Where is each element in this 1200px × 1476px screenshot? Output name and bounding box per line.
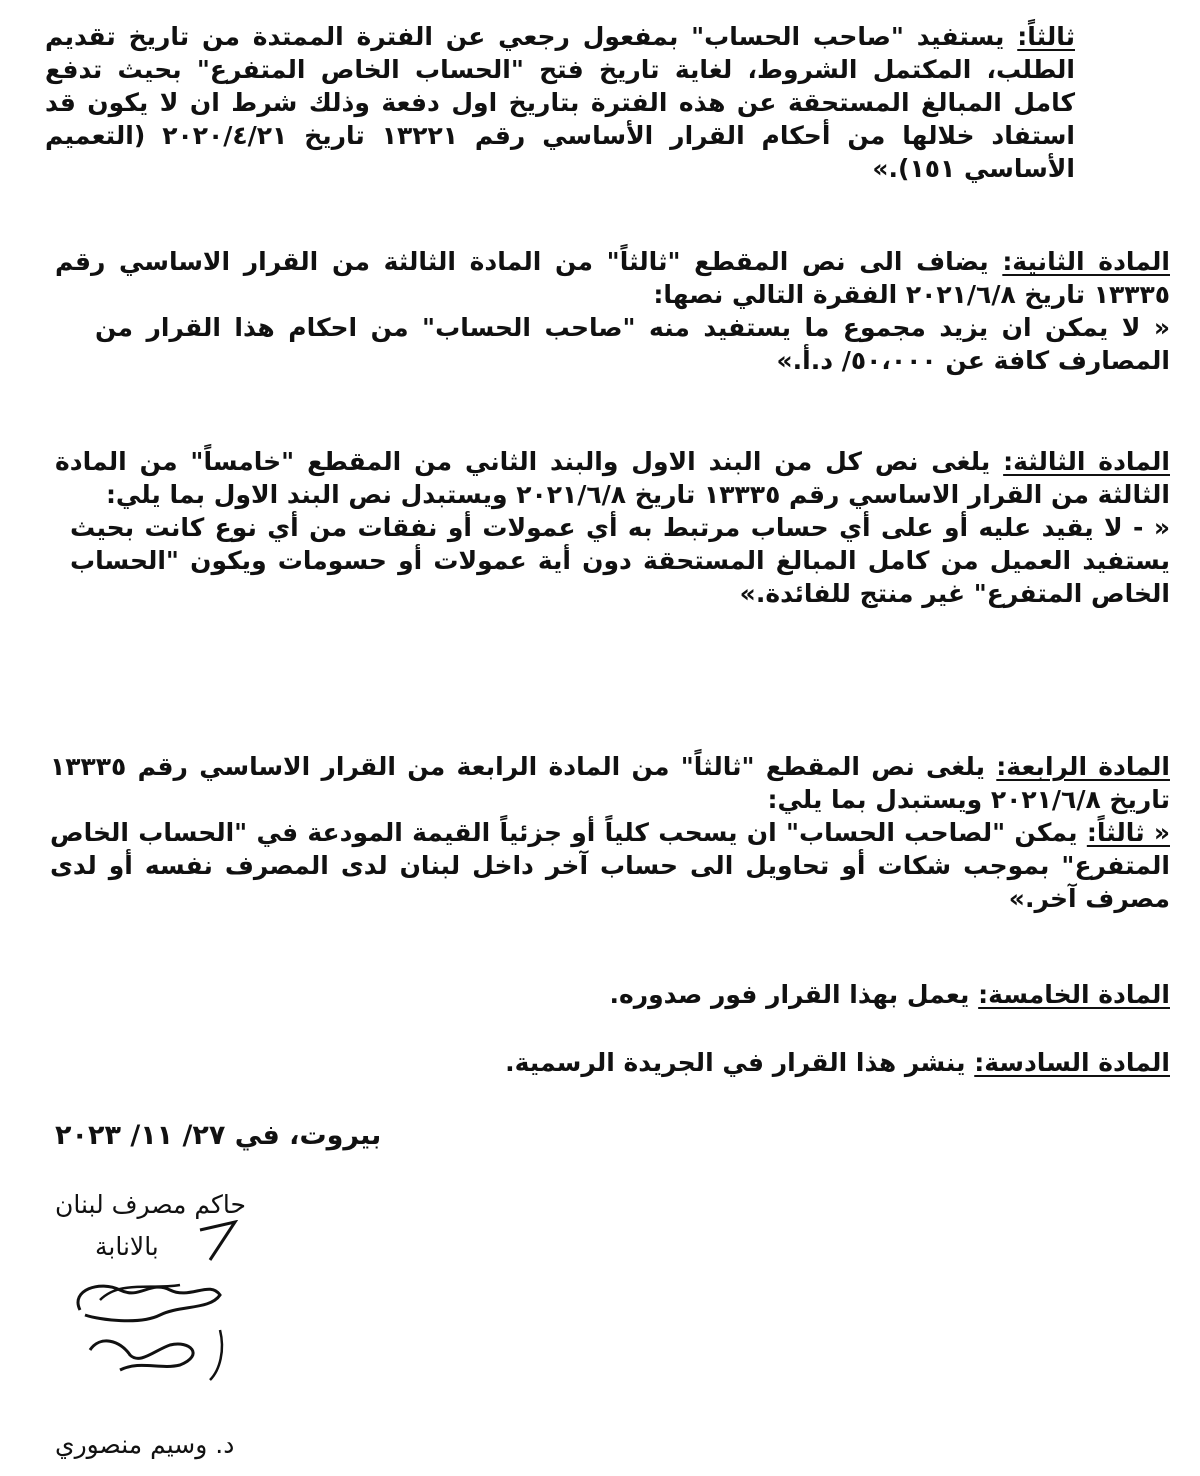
article-4-title: المادة الرابعة: [996, 752, 1170, 781]
article-6-title: المادة السادسة: [974, 1048, 1170, 1077]
article-4-quote: يمكن "لصاحب الحساب" ان يسحب كلياً أو جزئياً القيمة المودعة في "الحساب الخاص المتفرع" بموجب شكات أو تحاويل الى حساب آخر داخل لبنان لدى المصرف نفسه أو لدى مصرف آخر.» [50, 818, 1170, 913]
article-5-title: المادة الخامسة: [978, 980, 1170, 1009]
acting-label: بالانابة [95, 1232, 159, 1261]
handwritten-signature [60, 1220, 240, 1390]
article-4 [50, 750, 1170, 915]
article-2 [55, 245, 1170, 377]
article-4-quote-block [50, 816, 1170, 915]
article-3 [55, 445, 1170, 610]
place-date: بيروت، في ٢٧/ ١١/ ٢٠٢٣ [55, 1120, 382, 1151]
governor-position: حاكم مصرف لبنان [55, 1190, 246, 1219]
paragraph-thalithan-text: يستفيد "صاحب الحساب" بمفعول رجعي عن الفترة الممتدة من تاريخ تقديم الطلب، المكتمل الشروط، لغاية تاريخ فتح "الحساب الخاص المتفرع" بحيث تدفع كامل المبالغ المستحقة عن هذه الفترة بتاريخ اول دفعة وذلك شرط ان لا يكون قد استفاد خلالها من أحكام القرار الأساسي رقم ١٣٢٢١ تاريخ ٢٠٢٠/٤/٢١ (التعميم الأساسي ١٥١).» [45, 22, 1075, 183]
article-3-quote: « - لا يقيد عليه أو على أي حساب مرتبط به أي عمولات أو نفقات من أي نوع كانت بحيث يستفيد العميل من كامل المبالغ المستحقة دون أية عمولات أو حسومات ويكون "الحساب الخاص المتفرع" غير منتج للفائدة.» [70, 513, 1170, 608]
article-3-title: المادة الثالثة: [1003, 447, 1170, 476]
article-3-intro-block [55, 445, 1170, 511]
paragraph-thalithan [45, 20, 1075, 185]
article-5 [470, 978, 1170, 1011]
article-5-text: يعمل بهذا القرار فور صدوره. [609, 980, 970, 1009]
article-6-text: ينشر هذا القرار في الجريدة الرسمية. [505, 1048, 966, 1077]
article-4-quote-label: « ثالثاً: [1086, 818, 1170, 847]
article-2-quote: « لا يمكن ان يزيد مجموع ما يستفيد منه "صاحب الحساب" من احكام هذا القرار من المصارف كافة عن ٥٠،٠٠٠/ د.أ.» [95, 313, 1170, 375]
article-3-intro: يلغى نص كل من البند الاول والبند الثاني من المقطع "خامساً" من المادة الثالثة من القرار الاساسي رقم ١٣٣٣٥ تاريخ ٢٠٢١/٦/٨ ويستبدل نص البند الاول بما يلي: [55, 447, 1170, 509]
article-2-title: المادة الثانية: [1002, 247, 1170, 276]
paragraph-thalithan-body [45, 20, 1075, 185]
paragraph-thalithan-label: ثالثاً: [1017, 22, 1075, 51]
article-2-intro: يضاف الى نص المقطع "ثالثاً" من المادة الثالثة من القرار الاساسي رقم ١٣٣٣٥ تاريخ ٢٠٢١/٦/٨ الفقرة التالي نصها: [55, 247, 1170, 309]
article-6 [470, 1046, 1170, 1079]
article-4-intro-block [50, 750, 1170, 816]
article-2-intro-block [55, 245, 1170, 311]
signatory-name: د. وسيم منصوري [55, 1430, 235, 1459]
article-4-intro: يلغى نص المقطع "ثالثاً" من المادة الرابعة من القرار الاساسي رقم ١٣٣٣٥ تاريخ ٢٠٢١/٦/٨ ويستبدل بما يلي: [50, 752, 1170, 814]
